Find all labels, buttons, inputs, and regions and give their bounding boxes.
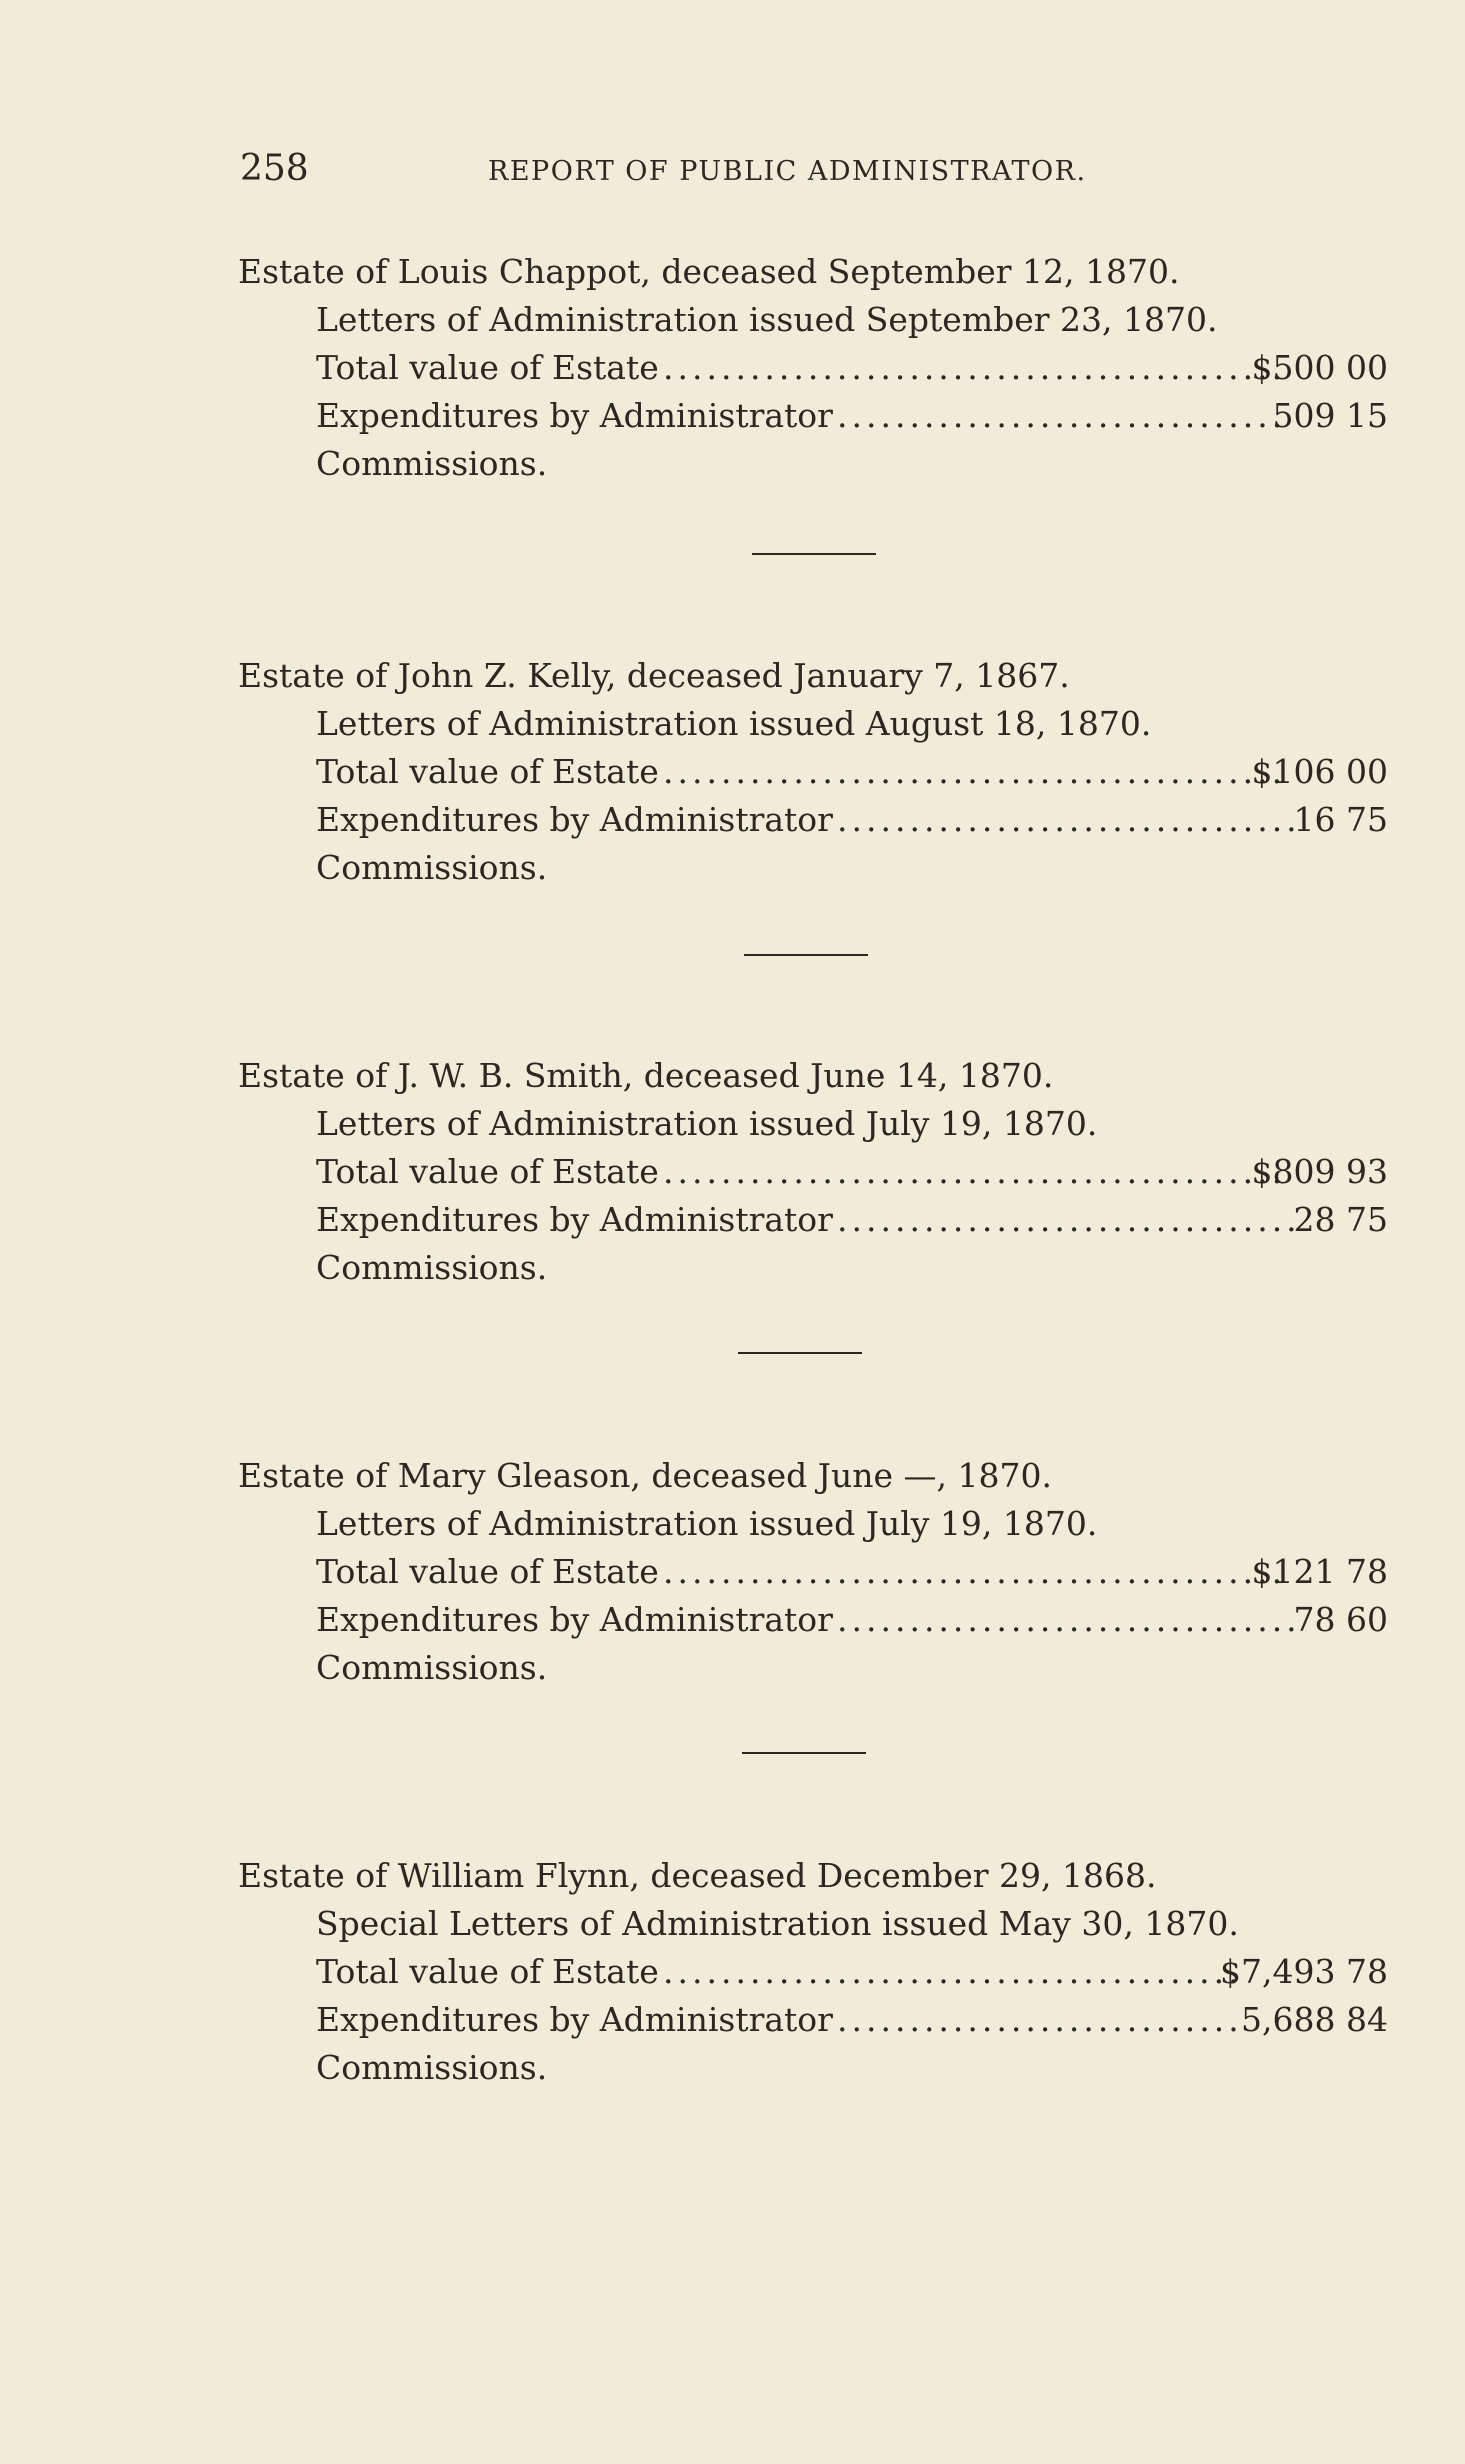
- commissions-line: Commissions.: [316, 848, 548, 887]
- expenditures-amount: 5,688 84: [1241, 2000, 1388, 2039]
- commissions-line: Commissions.: [316, 2048, 548, 2087]
- section-divider: [742, 1752, 866, 1754]
- dot-leader: ............................: [837, 2000, 1243, 2039]
- expenditures-label: Expenditures by Administrator: [316, 1200, 833, 1239]
- total-value-amount: $106 00: [1251, 752, 1388, 791]
- expenditures-row: [238, 1596, 1388, 1644]
- expenditures-label: Expenditures by Administrator: [316, 2000, 833, 2039]
- expenditures-label: Expenditures by Administrator: [316, 800, 833, 839]
- expenditures-row: [238, 392, 1388, 440]
- dot-leader: ................................: [837, 1600, 1301, 1639]
- total-value-row: [238, 344, 1388, 392]
- dot-leader: ...............................: [837, 396, 1287, 435]
- estate-title: Estate of William Flynn, deceased December 29, 1868.: [238, 1856, 1157, 1895]
- total-value-amount: $7,493 78: [1220, 1952, 1388, 1991]
- page-header: [240, 148, 1390, 198]
- expenditures-amount: 28 75: [1293, 1200, 1388, 1239]
- letters-line: Letters of Administration issued August 18, 1870.: [316, 704, 1152, 743]
- total-value-amount: $121 78: [1251, 1552, 1388, 1591]
- estate-entry: [238, 1052, 1388, 1292]
- total-value-row: [238, 1948, 1388, 1996]
- estate-title: Estate of J. W. B. Smith, deceased June 14, 1870.: [238, 1056, 1054, 1095]
- dot-leader: ...........................................: [663, 752, 1287, 791]
- running-title: REPORT OF PUBLIC ADMINISTRATOR.: [488, 156, 1087, 187]
- letters-line: Special Letters of Administration issued May 30, 1870.: [316, 1904, 1239, 1943]
- dot-leader: ........................................: [663, 1952, 1243, 1991]
- dot-leader: ...........................................: [663, 1552, 1287, 1591]
- dot-leader: ...........................................: [663, 348, 1287, 387]
- letters-line: Letters of Administration issued September 23, 1870.: [316, 300, 1218, 339]
- dot-leader: ................................: [837, 1200, 1301, 1239]
- section-divider: [738, 1352, 862, 1354]
- commissions-line: Commissions.: [316, 1648, 548, 1687]
- commissions-line: Commissions.: [316, 444, 548, 483]
- expenditures-amount: 16 75: [1293, 800, 1388, 839]
- estate-entry: [238, 652, 1388, 892]
- estate-title: Estate of Louis Chappot, deceased September 12, 1870.: [238, 252, 1180, 291]
- dot-leader: ................................: [837, 800, 1301, 839]
- estate-title: Estate of John Z. Kelly, deceased January 7, 1867.: [238, 656, 1070, 695]
- expenditures-label: Expenditures by Administrator: [316, 396, 833, 435]
- estate-title: Estate of Mary Gleason, deceased June —, 1870.: [238, 1456, 1052, 1495]
- dot-leader: ...........................................: [663, 1152, 1287, 1191]
- letters-line: Letters of Administration issued July 19, 1870.: [316, 1104, 1098, 1143]
- expenditures-amount: 78 60: [1293, 1600, 1388, 1639]
- expenditures-amount: 509 15: [1272, 396, 1388, 435]
- total-value-label: Total value of Estate: [316, 752, 659, 791]
- estate-entry: [238, 248, 1388, 488]
- total-value-row: [238, 1548, 1388, 1596]
- page-number: 258: [240, 148, 309, 189]
- estate-entry: [238, 1852, 1388, 2092]
- expenditures-label: Expenditures by Administrator: [316, 1600, 833, 1639]
- expenditures-row: [238, 796, 1388, 844]
- expenditures-row: [238, 1196, 1388, 1244]
- commissions-line: Commissions.: [316, 1248, 548, 1287]
- total-value-row: [238, 1148, 1388, 1196]
- letters-line: Letters of Administration issued July 19, 1870.: [316, 1504, 1098, 1543]
- total-value-label: Total value of Estate: [316, 1152, 659, 1191]
- total-value-row: [238, 748, 1388, 796]
- expenditures-row: [238, 1996, 1388, 2044]
- section-divider: [744, 954, 868, 956]
- total-value-label: Total value of Estate: [316, 1552, 659, 1591]
- total-value-amount: $809 93: [1251, 1152, 1388, 1191]
- section-divider: [752, 553, 876, 555]
- total-value-label: Total value of Estate: [316, 348, 659, 387]
- total-value-amount: $500 00: [1251, 348, 1388, 387]
- estate-entry: [238, 1452, 1388, 1692]
- total-value-label: Total value of Estate: [316, 1952, 659, 1991]
